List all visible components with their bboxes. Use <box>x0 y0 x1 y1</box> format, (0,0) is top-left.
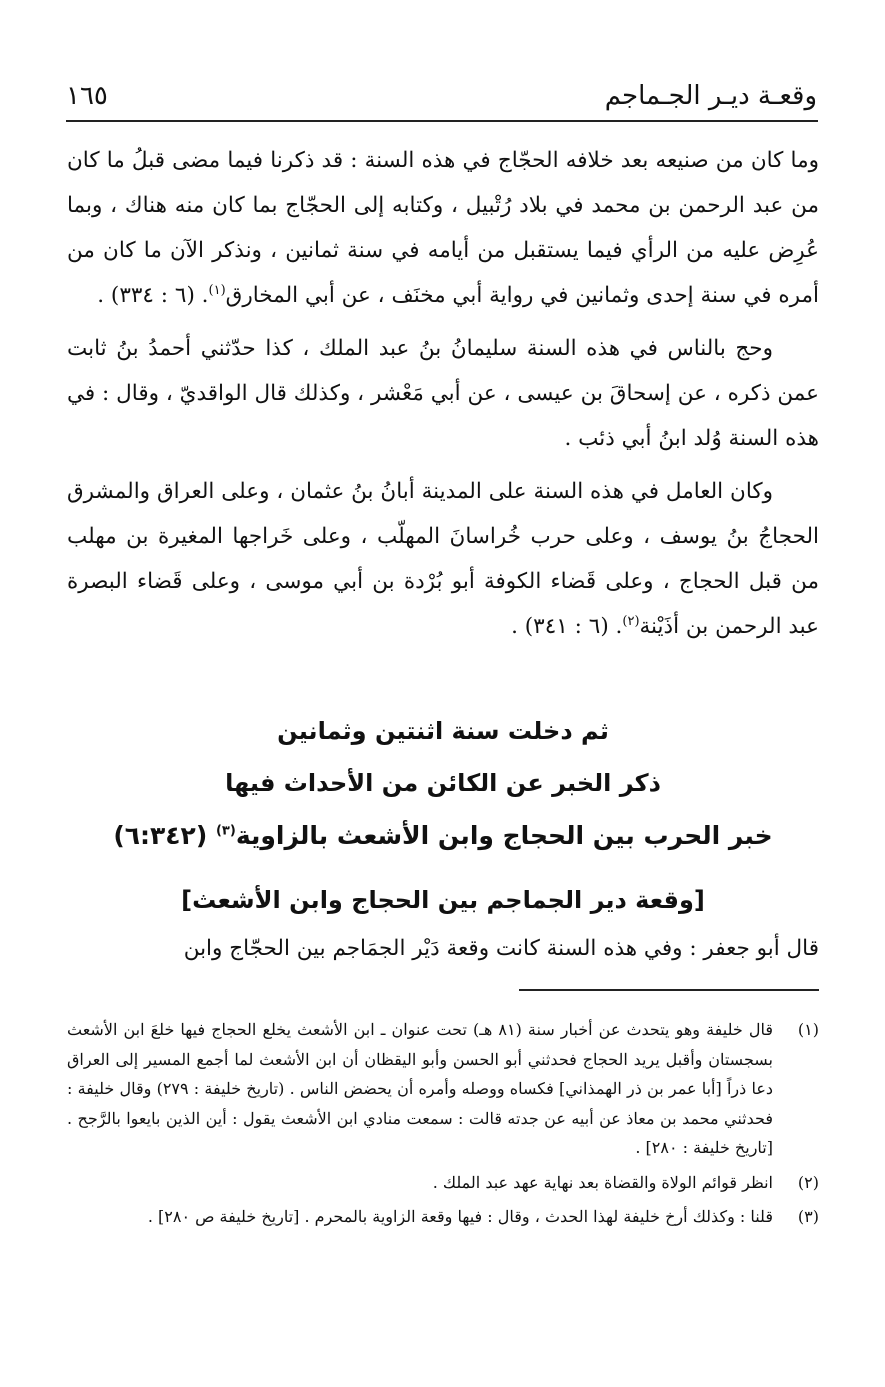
paragraph-1-text: وما كان من صنيعه بعد خلافه الحجّاج في هذه السنة : قد ذكرنا فيما مضى قبلُ ما كان من عبد الرحمن بن محمد في بلاد رُتْبيل ، وكتابه إلى الحجّاج بما كان منه هناك ، وبما عُرِض عليه من الرأي فيما يستقبل من أيامه في سنة ثمانين ، ونذكر الآن ما كان من أمره في سنة إحدى وثمانين في رواية أبي مخنَف ، عن أبي المخارق <box>67 148 819 308</box>
footnote-text: انظر قوائم الولاة والقضاة بعد نهاية عهد عبد الملك . <box>432 1172 773 1192</box>
section-title: [وقعة دير الجماجم بين الحجاج وابن الأشعث] <box>181 886 705 914</box>
chapter-headings <box>67 705 819 863</box>
paragraph-4: قال أبو جعفر : وفي هذه السنة كانت وقعة دَيْر الجمَاجم بين الحجّاج وابن <box>183 936 819 961</box>
page-number: ١٦٥ <box>66 81 108 111</box>
footnote-number: (٣) <box>797 1207 819 1226</box>
battle-heading-ref: (٦:٣٤٢) <box>113 821 208 850</box>
footnote-ref-1: (١) <box>208 282 226 298</box>
paragraph-3-text: وكان العامل في هذه السنة على المدينة أبانُ بنُ عثمان ، وعلى العراق والمشرق الحجاجُ بنُ يوسف ، وعلى حرب خُراسانَ المهلّب ، وعلى خَراجها المغيرة بن مهلب من قبل الحجاج ، وعلى قَضاء الكوفة أبو بُرْدة بن أبي موسى ، وعلى قَضاء البصرة عبد الرحمن بن أذَيْنة <box>67 479 819 639</box>
footnote-1 <box>67 1015 819 1163</box>
footnote-ref-3: (٣) <box>215 823 236 839</box>
paragraph-1 <box>67 138 819 318</box>
header-rule <box>66 120 818 122</box>
paragraph-3-citation: . (٦ : ٣٤١) . <box>511 614 623 639</box>
battle-heading <box>67 809 819 863</box>
running-header-title: وقعـة ديـر الجـماجم <box>604 81 817 111</box>
footnote-ref-2: (٢) <box>622 613 640 629</box>
footnote-number: (١) <box>797 1020 819 1039</box>
battle-heading-text: خبر الحرب بين الحجاج وابن الأشعث بالزاوية <box>235 821 773 850</box>
paragraph-2: وحج بالناس في هذه السنة سليمانُ بنُ عبد الملك ، كذا حدّثني أحمدُ بنُ ثابت عمن ذكره ، عن إسحاقَ بن عيسى ، عن أبي مَعْشر ، وكذلك قال الواقديّ ، وقال : في هذه السنة وُلد ابنُ أبي ذئب . <box>67 336 819 451</box>
footnote-2 <box>67 1168 819 1198</box>
footnote-text: قلنا : وكذلك أرخ خليفة لهذا الحدث ، وقال : فيها وقعة الزاوية بالمحرم . [تاريخ خليفة ص ٢٨٠] . <box>147 1207 773 1226</box>
paragraph-3 <box>67 469 819 649</box>
year-heading: ثم دخلت سنة اثنتين وثمانين <box>277 717 609 745</box>
main-text <box>67 138 819 649</box>
footnote-3 <box>67 1202 819 1232</box>
footnote-separator <box>519 989 819 991</box>
footnote-text: قال خليفة وهو يتحدث عن أخبار سنة (٨١ هـ) تحت عنوان ـ ابن الأشعث يخلع الحجاج فيها خلعَ ابن الأشعث بسجستان وأقبل يريد الحجاج فحدثني أبو الحسن وأبو اليقظان أن ابن الأشعث لما أجمع المسير إلى العراق دعا ذراً [أبا عمر بن ذر الهمذاني] فكساه ووصله وأمره أن يحضض الناس . (تاريخ خليفة : ٢٧٩) وقال خليفة : فحدثني محمد بن معاذ عن أبيه عن جدته قالت : سمعت منادي ابن الأشعث يقول : أين الذين بايعوا بالرَّجح . [تاريخ خليفة : ٢٨٠] . <box>67 1020 773 1157</box>
footnote-number: (٢) <box>797 1172 819 1192</box>
events-heading: ذكر الخبر عن الكائن من الأحداث فيها <box>225 769 661 797</box>
footnotes <box>67 1015 819 1237</box>
paragraph-1-citation: . (٦ : ٣٣٤) . <box>97 283 209 308</box>
